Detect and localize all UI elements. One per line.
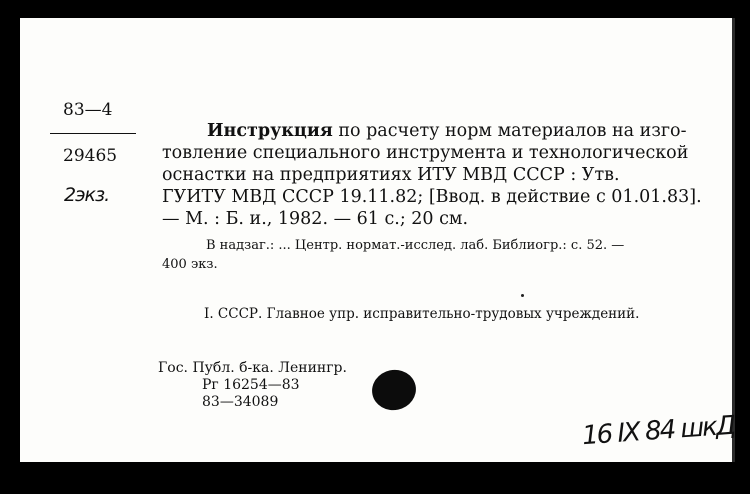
library-code: Рг 16254—83	[202, 377, 300, 393]
notes-line-2: 400 экз.	[162, 257, 218, 272]
title-bold: Инструкция	[207, 121, 333, 141]
description-line-4: ГУИТУ МВД СССР 19.11.82; [Ввод. в действие с 01.01.83].	[162, 187, 702, 207]
notes-line-1: В надзаг.: ... Центр. нормат.-исслед. лаб. Библиогр.: с. 52. —	[206, 238, 625, 253]
handwritten-copies-note: 2экз.	[64, 184, 110, 206]
description-line-5: — М. : Б. и., 1982. — 61 с.; 20 см.	[162, 209, 469, 229]
library-number: 83—34089	[202, 394, 279, 410]
title-rest: по расчету норм материалов на изго-	[332, 121, 687, 141]
classification-rule	[50, 133, 136, 134]
handwritten-date-note: 16 IX 84 шкД	[581, 410, 736, 452]
ink-blot	[368, 366, 419, 414]
notes	[162, 236, 624, 274]
description-line-2: товление специального инструмента и технологической	[162, 143, 689, 163]
class-number-bottom: 29465	[63, 146, 118, 166]
subject-heading: I. СССР. Главное упр. исправительно-трудовых учреждений.	[204, 306, 640, 322]
library-name: Гос. Публ. б-ка. Ленингр.	[158, 360, 347, 376]
description-line-3: оснастки на предприятиях ИТУ МВД СССР : Утв.	[162, 165, 620, 185]
description-line-1	[162, 120, 717, 142]
library-block	[158, 360, 347, 411]
catalog-card	[20, 18, 735, 462]
class-number-top: 83—4	[63, 100, 113, 120]
bibliographic-description	[162, 120, 717, 230]
ink-speck	[521, 294, 524, 297]
